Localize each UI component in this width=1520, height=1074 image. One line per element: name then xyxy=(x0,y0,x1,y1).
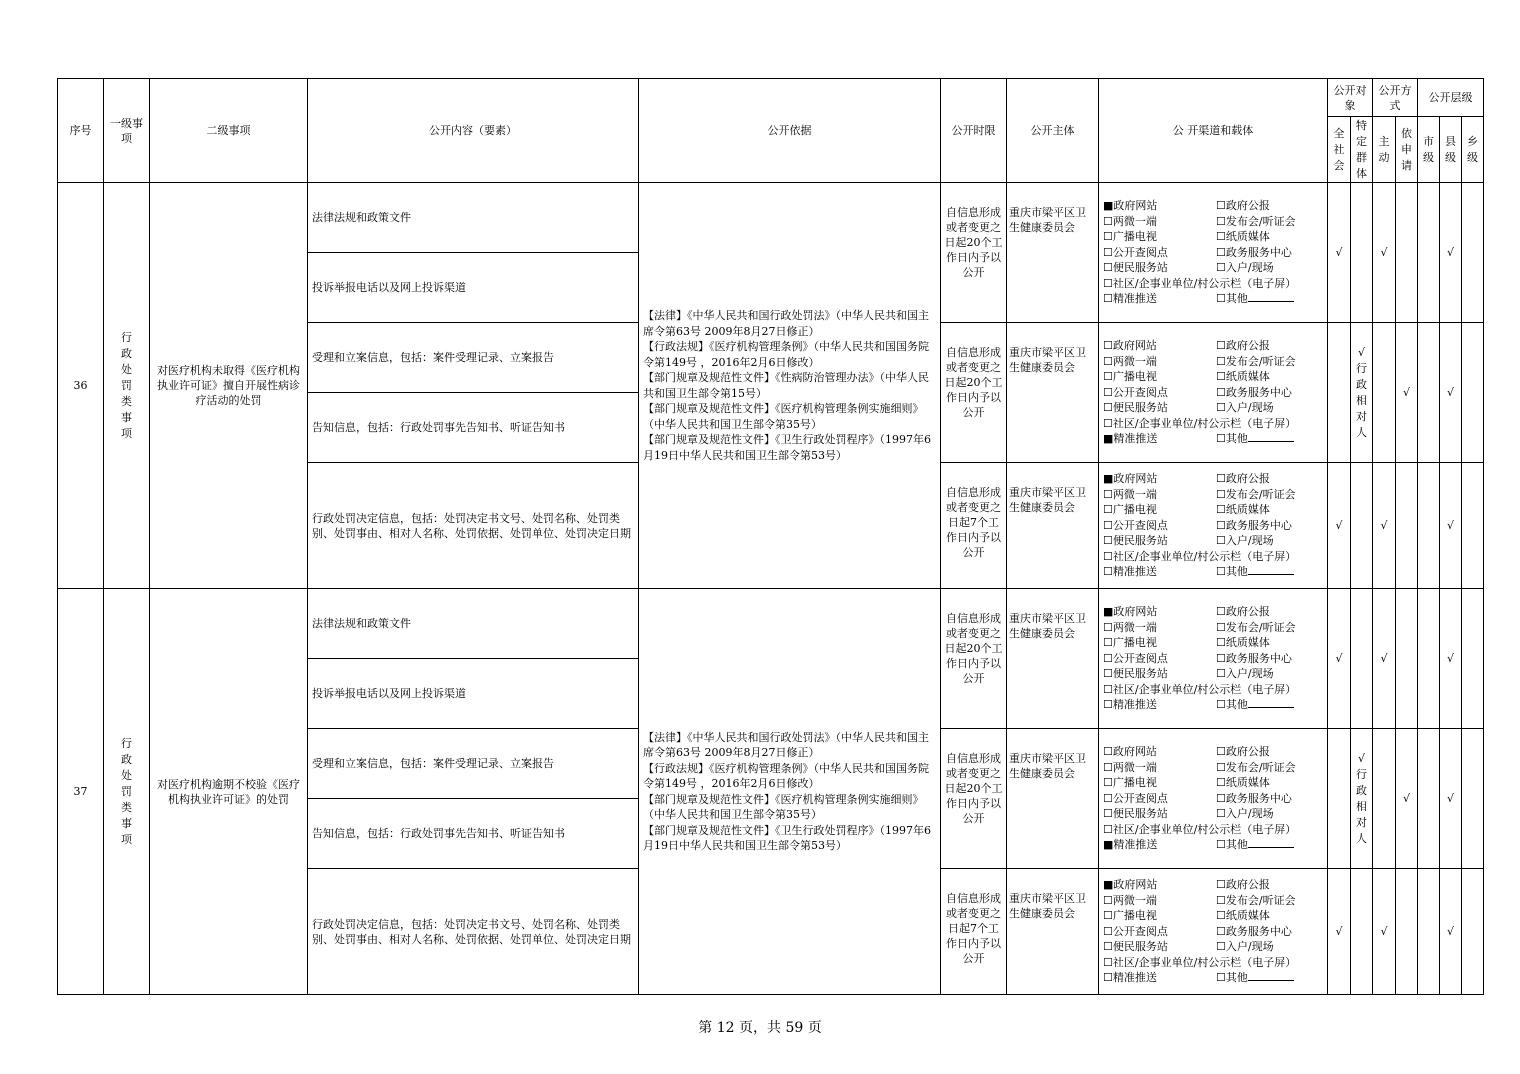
mark-method-apply xyxy=(1396,183,1418,323)
table-row xyxy=(58,589,1484,659)
channel-community: ☐社区/企事业单位/村公示栏（电子屏） xyxy=(1103,549,1297,563)
mark-target-specific xyxy=(1351,869,1373,995)
mark-level-city xyxy=(1418,869,1440,995)
channel-3-b: ☐纸质媒体 xyxy=(1216,503,1270,517)
channel-community: ☐社区/企事业单位/村公示栏（电子屏） xyxy=(1103,416,1297,430)
time-limit-cell: 自信息形成或者变更之日起20个工作日内予以公开 xyxy=(941,589,1007,729)
subject-cell: 重庆市梁平区卫生健康委员会 xyxy=(1007,183,1099,323)
subject-cell: 重庆市梁平区卫生健康委员会 xyxy=(1007,589,1099,729)
channel-4-b: ☐政务服务中心 xyxy=(1216,245,1292,259)
channel-cell xyxy=(1099,323,1328,463)
channel-3-b: ☐纸质媒体 xyxy=(1216,636,1270,650)
subject-cell: 重庆市梁平区卫生健康委员会 xyxy=(1007,463,1099,589)
mark-method-active xyxy=(1373,729,1396,869)
mark-level-county: √ xyxy=(1440,323,1462,463)
channel-5-b: ☐入户/现场 xyxy=(1216,940,1274,954)
basis-item: 【行政法规】《医疗机构管理条例》（中华人民共和国国务院令第149号 ，2016年2月6日修改） xyxy=(643,761,929,790)
mark-method-active: √ xyxy=(1373,463,1396,589)
channel-3-a: ☐广播电视 xyxy=(1103,776,1157,790)
basis-item: 【部门规章及规范性文件】《医疗机构管理条例实施细则》（中华人民共和国卫生部令第35号） xyxy=(643,402,924,431)
mark-level-county: √ xyxy=(1440,589,1462,729)
channel-1-a: ■政府网站 xyxy=(1103,199,1158,213)
channel-1-b: ☐政府公报 xyxy=(1216,339,1270,353)
channel-list xyxy=(1101,338,1325,447)
channel-5-a: ☐便民服务站 xyxy=(1103,261,1168,275)
channel-2-b: ☐发布会/听证会 xyxy=(1216,760,1296,774)
channel-5-a: ☐便民服务站 xyxy=(1103,401,1168,415)
channel-community: ☐社区/企事业单位/村公示栏（电子屏） xyxy=(1103,955,1297,969)
item-basis xyxy=(639,183,941,589)
channel-4-b: ☐政务服务中心 xyxy=(1216,791,1292,805)
channel-5-b: ☐入户/现场 xyxy=(1216,401,1274,415)
table-row xyxy=(58,183,1484,253)
content-cell: 行政处罚决定信息，包括：处罚决定书文号、处罚名称、处罚类别、处罚事由、相对人名称、处罚依据、处罚单位、处罚决定日期 xyxy=(308,463,639,589)
mark-method-active xyxy=(1373,323,1396,463)
header-level1: 一级事项 xyxy=(104,79,150,183)
channel-4-b: ☐政务服务中心 xyxy=(1216,924,1292,938)
content-cell: 受理和立案信息，包括：案件受理记录、立案报告 xyxy=(308,729,639,799)
mark-target-all: √ xyxy=(1328,183,1351,323)
channel-1-b: ☐政府公报 xyxy=(1216,199,1270,213)
channel-other: ☐其他 xyxy=(1216,564,1325,580)
header-basis: 公开依据 xyxy=(639,79,941,183)
channel-3-a: ☐广播电视 xyxy=(1103,503,1157,517)
channel-push: ■精准推送 xyxy=(1103,838,1158,852)
channel-2-a: ☐两微一端 xyxy=(1103,487,1157,501)
mark-level-county: √ xyxy=(1440,729,1462,869)
page-footer: 第 12 页，共 59 页 xyxy=(698,1020,822,1036)
mark-method-active: √ xyxy=(1373,869,1396,995)
mark-target-specific xyxy=(1351,463,1373,589)
item-level2: 对医疗机构未取得《医疗机构执业许可证》擅自开展性病诊疗活动的处罚 xyxy=(150,183,308,589)
time-limit-cell: 自信息形成或者变更之日起7个工作日内予以公开 xyxy=(941,869,1007,995)
mark-target-all xyxy=(1328,323,1351,463)
channel-5-b: ☐入户/现场 xyxy=(1216,667,1274,681)
channel-4-a: ☐公开查阅点 xyxy=(1103,924,1168,938)
mark-level-city xyxy=(1418,589,1440,729)
header-target: 公开对象 xyxy=(1328,79,1373,117)
content-cell: 告知信息，包括：行政处罚事先告知书、听证告知书 xyxy=(308,799,639,869)
header-seq: 序号 xyxy=(58,79,104,183)
mark-target-specific xyxy=(1351,183,1373,323)
channel-other: ☐其他 xyxy=(1216,837,1325,853)
channel-5-b: ☐入户/现场 xyxy=(1216,534,1274,548)
mark-method-apply xyxy=(1396,869,1418,995)
channel-3-b: ☐纸质媒体 xyxy=(1216,230,1270,244)
basis-list xyxy=(641,730,938,854)
content-cell: 法律法规和政策文件 xyxy=(308,589,639,659)
header-level-county: 县级 xyxy=(1440,117,1462,183)
channel-list xyxy=(1101,471,1325,580)
header-subject: 公开主体 xyxy=(1007,79,1099,183)
basis-item: 【部门规章及规范性文件】《卫生行政处罚程序》（1997年6月19日中华人民共和国卫生部令第53号） xyxy=(643,433,931,462)
content-cell: 行政处罚决定信息，包括：处罚决定书文号、处罚名称、处罚类别、处罚事由、相对人名称、处罚依据、处罚单位、处罚决定日期 xyxy=(308,869,639,995)
channel-4-b: ☐政务服务中心 xyxy=(1216,651,1292,665)
item-seq: 37 xyxy=(58,589,104,995)
item-level2: 对医疗机构逾期不校验《医疗机构执业许可证》的处罚 xyxy=(150,589,308,995)
content-cell: 受理和立案信息，包括：案件受理记录、立案报告 xyxy=(308,323,639,393)
mark-level-city xyxy=(1418,463,1440,589)
content-cell: 投诉举报电话以及网上投诉渠道 xyxy=(308,659,639,729)
time-limit-cell: 自信息形成或者变更之日起20个工作日内予以公开 xyxy=(941,729,1007,869)
basis-item: 【法律】《中华人民共和国行政处罚法》（中华人民共和国主席令第63号 2009年8月27日修正） xyxy=(643,309,929,338)
header-method-apply: 依申请 xyxy=(1396,117,1418,183)
channel-push: ☐精准推送 xyxy=(1103,698,1157,712)
basis-item: 【部门规章及规范性文件】《性病防治管理办法》（中华人民共和国卫生部令第15号） xyxy=(643,371,929,400)
channel-1-a: ■政府网站 xyxy=(1103,605,1158,619)
channel-4-b: ☐政务服务中心 xyxy=(1216,518,1292,532)
mark-level-town xyxy=(1462,869,1484,995)
channel-2-a: ☐两微一端 xyxy=(1103,760,1157,774)
channel-4-a: ☐公开查阅点 xyxy=(1103,651,1168,665)
channel-other: ☐其他 xyxy=(1216,970,1325,986)
channel-5-a: ☐便民服务站 xyxy=(1103,534,1168,548)
channel-community: ☐社区/企事业单位/村公示栏（电子屏） xyxy=(1103,682,1297,696)
channel-3-a: ☐广播电视 xyxy=(1103,230,1157,244)
mark-level-county: √ xyxy=(1440,183,1462,323)
channel-3-a: ☐广播电视 xyxy=(1103,370,1157,384)
header-level-city: 市级 xyxy=(1418,117,1440,183)
disclosure-table xyxy=(57,78,1484,995)
header-channel: 公 开渠道和载体 xyxy=(1099,79,1328,183)
channel-push: ☐精准推送 xyxy=(1103,292,1157,306)
mark-level-town xyxy=(1462,183,1484,323)
header-content: 公开内容（要素） xyxy=(308,79,639,183)
channel-3-b: ☐纸质媒体 xyxy=(1216,370,1270,384)
item-basis xyxy=(639,589,941,995)
mark-level-city xyxy=(1418,729,1440,869)
channel-4-a: ☐公开查阅点 xyxy=(1103,385,1168,399)
channel-2-a: ☐两微一端 xyxy=(1103,214,1157,228)
basis-item: 【法律】《中华人民共和国行政处罚法》（中华人民共和国主席令第63号 2009年8月27日修正） xyxy=(643,730,929,759)
header-method-active: 主动 xyxy=(1373,117,1396,183)
mark-target-specific: √行政相对人 xyxy=(1351,729,1373,869)
mark-target-all: √ xyxy=(1328,869,1351,995)
channel-community: ☐社区/企事业单位/村公示栏（电子屏） xyxy=(1103,822,1297,836)
item-level1: 行政处罚类事项 xyxy=(104,589,150,995)
channel-1-a: ■政府网站 xyxy=(1103,472,1158,486)
channel-2-b: ☐发布会/听证会 xyxy=(1216,620,1296,634)
channel-4-a: ☐公开查阅点 xyxy=(1103,518,1168,532)
mark-method-apply xyxy=(1396,463,1418,589)
channel-3-a: ☐广播电视 xyxy=(1103,636,1157,650)
mark-level-town xyxy=(1462,589,1484,729)
channel-cell xyxy=(1099,869,1328,995)
channel-3-a: ☐广播电视 xyxy=(1103,909,1157,923)
channel-2-b: ☐发布会/听证会 xyxy=(1216,893,1296,907)
channel-1-a: ☐政府网站 xyxy=(1103,339,1157,353)
channel-1-b: ☐政府公报 xyxy=(1216,605,1270,619)
item-seq: 36 xyxy=(58,183,104,589)
mark-target-specific: √行政相对人 xyxy=(1351,323,1373,463)
channel-1-b: ☐政府公报 xyxy=(1216,745,1270,759)
channel-2-b: ☐发布会/听证会 xyxy=(1216,214,1296,228)
mark-level-county: √ xyxy=(1440,869,1462,995)
basis-item: 【部门规章及规范性文件】《卫生行政处罚程序》（1997年6月19日中华人民共和国卫生部令第53号） xyxy=(643,823,931,852)
mark-target-all: √ xyxy=(1328,589,1351,729)
channel-2-b: ☐发布会/听证会 xyxy=(1216,487,1296,501)
channel-other: ☐其他 xyxy=(1216,697,1325,713)
channel-3-b: ☐纸质媒体 xyxy=(1216,776,1270,790)
channel-community: ☐社区/企事业单位/村公示栏（电子屏） xyxy=(1103,276,1297,290)
channel-cell xyxy=(1099,589,1328,729)
mark-level-town xyxy=(1462,323,1484,463)
basis-item: 【行政法规】《医疗机构管理条例》（中华人民共和国国务院令第149号 ，2016年2月6日修改） xyxy=(643,340,929,369)
channel-3-b: ☐纸质媒体 xyxy=(1216,909,1270,923)
channel-4-a: ☐公开查阅点 xyxy=(1103,791,1168,805)
channel-cell xyxy=(1099,729,1328,869)
item-level1: 行政处罚类事项 xyxy=(104,183,150,589)
mark-level-city xyxy=(1418,183,1440,323)
subject-cell: 重庆市梁平区卫生健康委员会 xyxy=(1007,729,1099,869)
time-limit-cell: 自信息形成或者变更之日起20个工作日内予以公开 xyxy=(941,323,1007,463)
subject-cell: 重庆市梁平区卫生健康委员会 xyxy=(1007,869,1099,995)
mark-target-all: √ xyxy=(1328,463,1351,589)
channel-2-a: ☐两微一端 xyxy=(1103,893,1157,907)
content-cell: 告知信息，包括：行政处罚事先告知书、听证告知书 xyxy=(308,393,639,463)
header-target-specific: 特定群体 xyxy=(1351,117,1373,183)
header-time-limit: 公开时限 xyxy=(941,79,1007,183)
channel-other: ☐其他 xyxy=(1216,431,1325,447)
header-level2: 二级事项 xyxy=(150,79,308,183)
subject-cell: 重庆市梁平区卫生健康委员会 xyxy=(1007,323,1099,463)
channel-5-a: ☐便民服务站 xyxy=(1103,807,1168,821)
channel-2-a: ☐两微一端 xyxy=(1103,354,1157,368)
channel-5-b: ☐入户/现场 xyxy=(1216,261,1274,275)
time-limit-cell: 自信息形成或者变更之日起7个工作日内予以公开 xyxy=(941,463,1007,589)
channel-2-b: ☐发布会/听证会 xyxy=(1216,354,1296,368)
mark-level-town xyxy=(1462,463,1484,589)
basis-list xyxy=(641,308,938,463)
mark-level-city xyxy=(1418,323,1440,463)
channel-4-a: ☐公开查阅点 xyxy=(1103,245,1168,259)
channel-list xyxy=(1101,604,1325,713)
channel-cell xyxy=(1099,183,1328,323)
channel-other: ☐其他 xyxy=(1216,291,1325,307)
mark-method-active: √ xyxy=(1373,589,1396,729)
content-cell: 法律法规和政策文件 xyxy=(308,183,639,253)
channel-5-a: ☐便民服务站 xyxy=(1103,940,1168,954)
channel-1-b: ☐政府公报 xyxy=(1216,878,1270,892)
header-method: 公开方式 xyxy=(1373,79,1418,117)
mark-target-all xyxy=(1328,729,1351,869)
header-level: 公开层级 xyxy=(1418,79,1484,117)
channel-4-b: ☐政务服务中心 xyxy=(1216,385,1292,399)
channel-list xyxy=(1101,744,1325,853)
channel-push: ■精准推送 xyxy=(1103,432,1158,446)
header-level-town: 乡级 xyxy=(1462,117,1484,183)
mark-level-town xyxy=(1462,729,1484,869)
mark-method-apply: √ xyxy=(1396,323,1418,463)
channel-push: ☐精准推送 xyxy=(1103,565,1157,579)
channel-5-a: ☐便民服务站 xyxy=(1103,667,1168,681)
mark-level-county: √ xyxy=(1440,463,1462,589)
channel-1-a: ☐政府网站 xyxy=(1103,745,1157,759)
mark-method-apply: √ xyxy=(1396,729,1418,869)
channel-1-b: ☐政府公报 xyxy=(1216,472,1270,486)
channel-list xyxy=(1101,198,1325,307)
header-target-all: 全社会 xyxy=(1328,117,1351,183)
channel-5-b: ☐入户/现场 xyxy=(1216,807,1274,821)
channel-1-a: ■政府网站 xyxy=(1103,878,1158,892)
basis-item: 【部门规章及规范性文件】《医疗机构管理条例实施细则》（中华人民共和国卫生部令第35号） xyxy=(643,792,924,821)
mark-method-apply xyxy=(1396,589,1418,729)
channel-list xyxy=(1101,877,1325,986)
mark-target-specific xyxy=(1351,589,1373,729)
channel-cell xyxy=(1099,463,1328,589)
channel-2-a: ☐两微一端 xyxy=(1103,620,1157,634)
time-limit-cell: 自信息形成或者变更之日起20个工作日内予以公开 xyxy=(941,183,1007,323)
mark-method-active: √ xyxy=(1373,183,1396,323)
content-cell: 投诉举报电话以及网上投诉渠道 xyxy=(308,253,639,323)
channel-push: ☐精准推送 xyxy=(1103,971,1157,985)
